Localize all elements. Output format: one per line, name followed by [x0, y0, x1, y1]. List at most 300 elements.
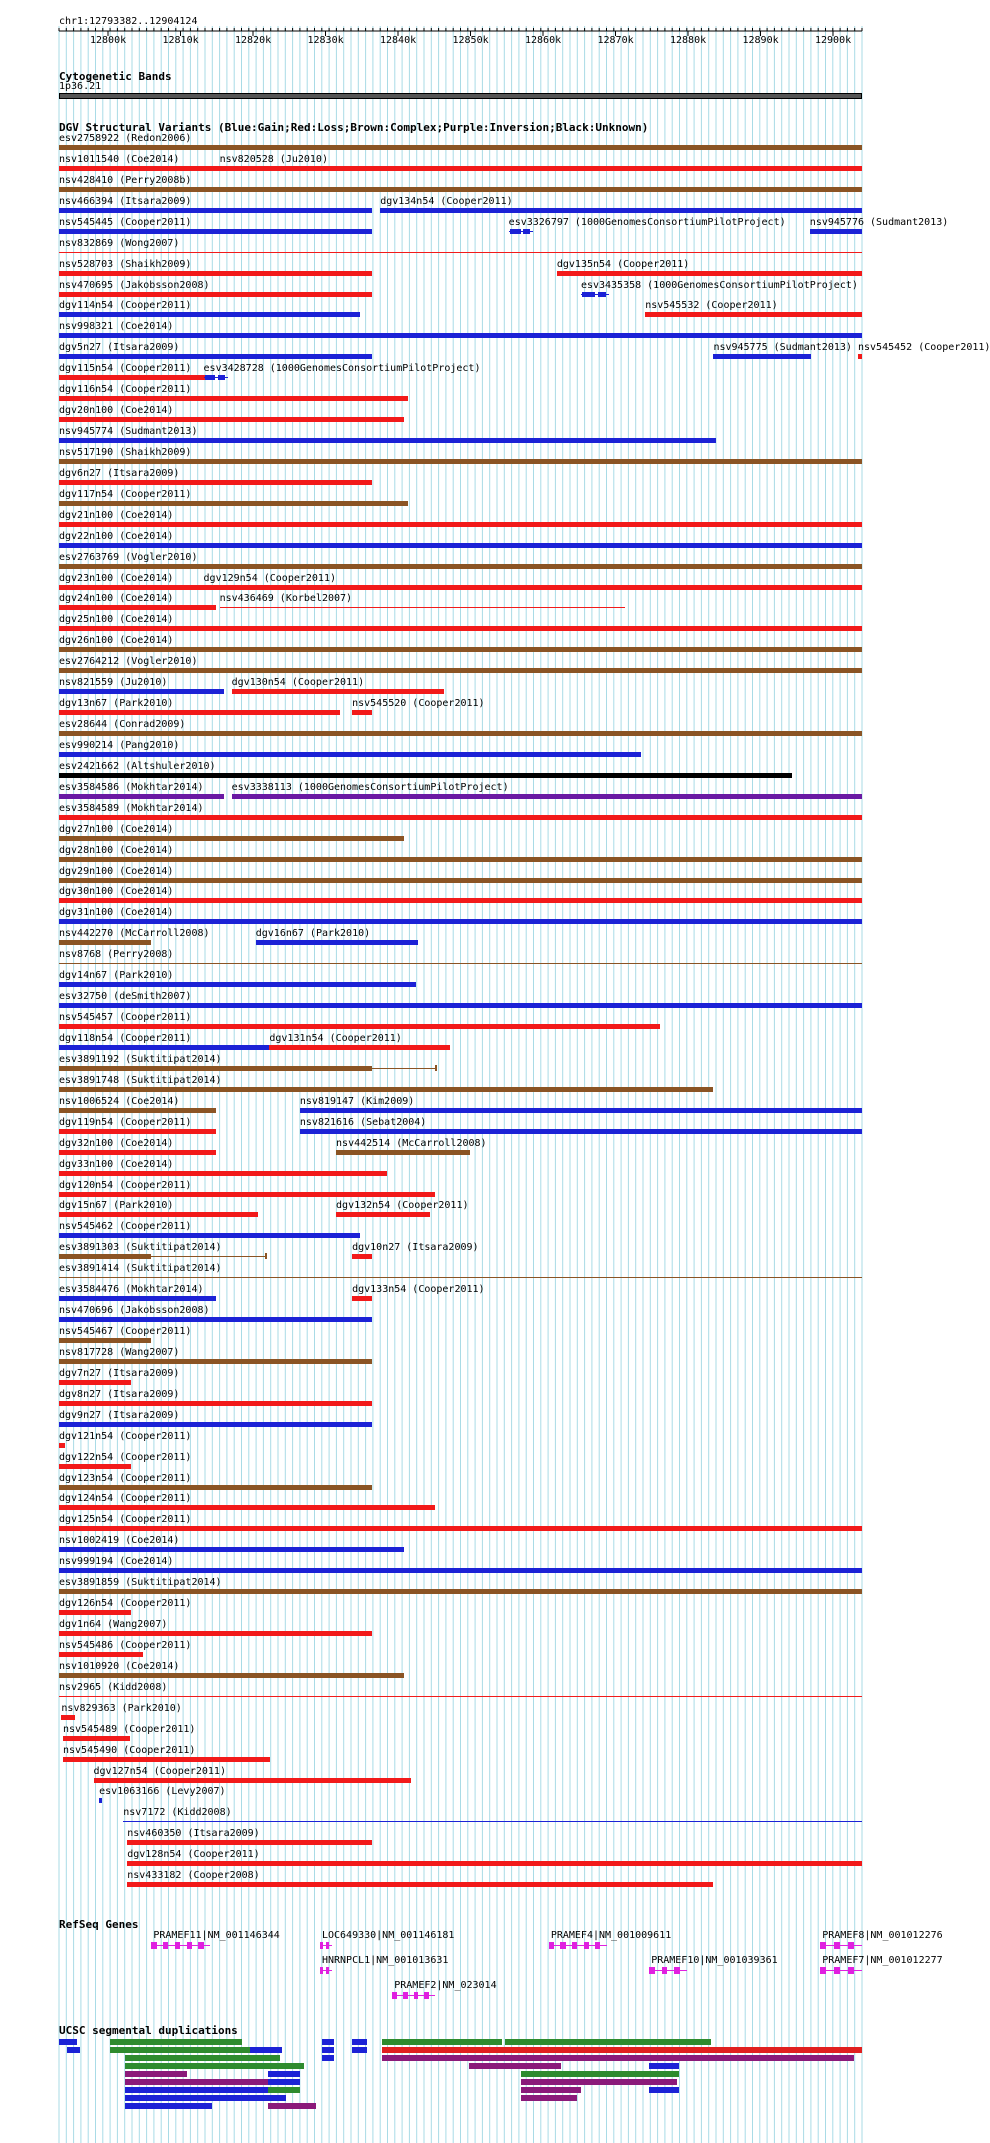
gene-exon[interactable]: [175, 1942, 180, 1949]
sv-label: dgv13n67 (Park2010): [59, 698, 174, 710]
gene-exon[interactable]: [848, 1942, 854, 1949]
sv-label: esv3584476 (Mokhtar2014): [59, 1284, 204, 1296]
segdup-block[interactable]: [352, 2039, 367, 2045]
sv-bar[interactable]: [59, 1317, 372, 1322]
sv-bar[interactable]: [59, 1171, 387, 1176]
sv-bar[interactable]: [300, 1108, 862, 1113]
sv-bar[interactable]: [59, 1443, 65, 1448]
sv-label: dgv22n100 (Coe2014): [59, 530, 174, 542]
sv-label: nsv545486 (Cooper2011): [59, 1639, 192, 1651]
sv-bar[interactable]: [59, 1547, 404, 1552]
sv-label: dgv132n54 (Cooper2011): [336, 1200, 469, 1212]
sv-bar[interactable]: [61, 1715, 75, 1720]
sv-bar[interactable]: [59, 1359, 372, 1364]
gene-exon[interactable]: [848, 1967, 854, 1974]
sv-bar[interactable]: [59, 878, 862, 883]
sv-bar[interactable]: [59, 1673, 404, 1678]
sv-bar[interactable]: [59, 564, 862, 569]
sv-bar[interactable]: [232, 689, 445, 694]
sv-label: dgv33n100 (Coe2014): [59, 1158, 174, 1170]
sv-bar[interactable]: [59, 1485, 372, 1490]
ruler-tick-label: 12880k: [670, 35, 707, 46]
sv-label: dgv28n100 (Coe2014): [59, 844, 174, 856]
gene-exon[interactable]: [326, 1942, 329, 1949]
sv-bar[interactable]: [59, 417, 404, 422]
sv-line-feature[interactable]: [59, 1696, 862, 1697]
sv-bar[interactable]: [59, 229, 372, 234]
gene-exon[interactable]: [163, 1942, 168, 1949]
segdup-block[interactable]: [352, 2047, 367, 2053]
sv-label: esv3891303 (Suktitipat2014): [59, 1242, 222, 1254]
gene-intron-line[interactable]: [820, 1945, 862, 1946]
sv-label: dgv127n54 (Cooper2011): [93, 1765, 226, 1777]
sv-label: nsv466394 (Itsara2009): [59, 195, 192, 207]
sv-label: dgv7n27 (Itsara2009): [59, 1367, 180, 1379]
segdup-block[interactable]: [521, 2079, 678, 2085]
segdup-block[interactable]: [382, 2047, 862, 2053]
sv-bar[interactable]: [59, 940, 151, 945]
sv-bar[interactable]: [59, 1192, 435, 1197]
gene-exon[interactable]: [326, 1967, 329, 1974]
sv-bar[interactable]: [336, 1150, 470, 1155]
sv-bar[interactable]: [59, 145, 862, 150]
sv-label: dgv122n54 (Cooper2011): [59, 1451, 192, 1463]
ruler-tick-label: 12900k: [815, 35, 852, 46]
sv-label: nsv545532 (Cooper2011): [645, 300, 778, 312]
sv-bar[interactable]: [59, 668, 862, 673]
segdup-block[interactable]: [250, 2047, 282, 2053]
sv-label: esv2764212 (Vogler2010): [59, 656, 198, 668]
ruler-tick-label: 12810k: [162, 35, 199, 46]
ruler-tick-label: 12870k: [597, 35, 634, 46]
sv-label: esv2758922 (Redon2006): [59, 133, 192, 144]
sv-block[interactable]: [582, 292, 595, 297]
sv-label: dgv30n100 (Coe2014): [59, 886, 174, 898]
sv-label: dgv117n54 (Cooper2011): [59, 488, 192, 500]
sv-label: nsv528703 (Shaikh2009): [59, 258, 192, 270]
sv-bar[interactable]: [59, 1526, 862, 1531]
sv-bar[interactable]: [59, 1589, 862, 1594]
segdup-block[interactable]: [521, 2071, 679, 2077]
sv-bar[interactable]: [59, 1129, 216, 1134]
gene-exon[interactable]: [649, 1967, 655, 1974]
ruler-tick-label: 12830k: [307, 35, 344, 46]
sv-label: dgv119n54 (Cooper2011): [59, 1116, 192, 1128]
sv-label: nsv945775 (Sudmant2013): [713, 342, 852, 354]
sv-bar[interactable]: [59, 1380, 131, 1385]
sv-label: esv3435358 (1000GenomesConsortiumPilotProject): [580, 279, 858, 291]
sv-label: esv3326797 (1000GenomesConsortiumPilotProject): [508, 216, 786, 228]
sv-label: esv3891192 (Suktitipat2014): [59, 1053, 222, 1065]
sv-bar[interactable]: [352, 1254, 372, 1259]
gene-exon[interactable]: [820, 1942, 826, 1949]
gene-exon[interactable]: [403, 1992, 408, 1999]
gene-label: PRAMEF2|NM_023014: [394, 1980, 497, 1991]
segdup-block[interactable]: [125, 2071, 188, 2077]
sv-bar[interactable]: [59, 731, 862, 736]
sv-label: nsv945774 (Sudmant2013): [59, 426, 198, 438]
gene-exon[interactable]: [549, 1942, 554, 1949]
sv-line-feature[interactable]: [59, 963, 862, 964]
sv-label: nsv517190 (Shaikh2009): [59, 446, 192, 458]
sv-label: dgv115n54 (Cooper2011): [59, 363, 192, 375]
sv-bar[interactable]: [99, 1798, 101, 1803]
sv-bar[interactable]: [59, 605, 216, 610]
gene-exon[interactable]: [572, 1942, 577, 1949]
sv-bar[interactable]: [59, 166, 220, 171]
sv-bar[interactable]: [713, 354, 811, 359]
sv-bar[interactable]: [59, 1338, 151, 1343]
sv-bar[interactable]: [59, 773, 792, 778]
sv-block[interactable]: [510, 229, 521, 234]
ruler-tick-label: 12820k: [235, 35, 272, 46]
sv-label: dgv10n27 (Itsara2009): [352, 1242, 479, 1254]
gene-exon[interactable]: [320, 1967, 323, 1974]
gene-label: PRAMEF4|NM_001009611: [550, 1930, 672, 1941]
sv-bar[interactable]: [59, 271, 372, 276]
segdup-block[interactable]: [469, 2063, 561, 2069]
sv-bar[interactable]: [59, 1568, 862, 1573]
gene-label: HNRNPCL1|NM_001013631: [321, 1955, 449, 1966]
sv-bar[interactable]: [59, 459, 862, 464]
gene-label: PRAMEF8|NM_001012276: [822, 1930, 943, 1941]
gene-exon[interactable]: [820, 1967, 826, 1974]
sv-bar[interactable]: [59, 1505, 435, 1510]
sv-line-feature[interactable]: [59, 252, 862, 253]
sv-bar[interactable]: [59, 1233, 360, 1238]
gene-exon[interactable]: [424, 1992, 429, 1999]
segdup-block[interactable]: [125, 2087, 286, 2093]
sv-bar[interactable]: [59, 1212, 258, 1217]
sv-label: dgv124n54 (Cooper2011): [59, 1493, 192, 1505]
sv-label: dgv129n54 (Cooper2011): [203, 572, 336, 584]
sv-bar[interactable]: [59, 898, 862, 903]
sv-bar[interactable]: [59, 982, 416, 987]
sv-label: dgv133n54 (Cooper2011): [352, 1284, 485, 1296]
sv-label: nsv545445 (Cooper2011): [59, 216, 192, 228]
gene-exon[interactable]: [320, 1942, 323, 1949]
segdup-track-title: UCSC segmental duplications: [59, 2024, 238, 2037]
sv-label: dgv130n54 (Cooper2011): [231, 677, 365, 689]
sv-label: dgv131n54 (Cooper2011): [269, 1032, 402, 1044]
sv-bar[interactable]: [59, 585, 204, 590]
sv-bar[interactable]: [127, 1882, 713, 1887]
sv-label: dgv15n67 (Park2010): [59, 1200, 174, 1212]
sv-label: dgv31n100 (Coe2014): [59, 907, 174, 919]
gene-label: LOC649330|NM_001146181: [321, 1930, 455, 1941]
sv-label: esv3584586 (Mokhtar2014): [59, 781, 204, 793]
sv-bar[interactable]: [352, 710, 372, 715]
sv-bar[interactable]: [59, 836, 404, 841]
sv-bar[interactable]: [59, 375, 212, 380]
segdup-block[interactable]: [125, 2063, 304, 2069]
gene-exon[interactable]: [392, 1992, 397, 1999]
sv-label: nsv821559 (Ju2010): [59, 677, 168, 689]
segdup-block[interactable]: [521, 2087, 581, 2093]
sv-label: nsv998321 (Coe2014): [59, 321, 174, 333]
sv-label: dgv116n54 (Cooper2011): [59, 384, 192, 396]
sv-label: nsv1006524 (Coe2014): [59, 1095, 180, 1107]
sv-label: nsv819147 (Kim2009): [299, 1095, 415, 1107]
segdup-block[interactable]: [505, 2039, 711, 2045]
sv-bar[interactable]: [380, 208, 862, 213]
sv-bar[interactable]: [269, 1045, 450, 1050]
sv-bar[interactable]: [59, 794, 224, 799]
sv-bar[interactable]: [63, 1736, 130, 1741]
sv-bar[interactable]: [59, 543, 862, 548]
sv-label: esv3891414 (Suktitipat2014): [59, 1263, 222, 1275]
sv-bar[interactable]: [59, 522, 862, 527]
sv-label: dgv24n100 (Coe2014): [59, 593, 174, 605]
sv-label: nsv1011540 (Coe2014): [59, 153, 180, 165]
sv-bar[interactable]: [59, 438, 716, 443]
ruler-tick-label: 12890k: [742, 35, 779, 46]
gene-intron-line[interactable]: [820, 1970, 862, 1971]
sv-bar[interactable]: [59, 1401, 372, 1406]
sv-bar[interactable]: [59, 710, 340, 715]
segdup-block[interactable]: [268, 2079, 300, 2085]
sv-label: esv2421662 (Altshuler2010): [59, 760, 216, 772]
sv-bar[interactable]: [336, 1212, 430, 1217]
sv-bar[interactable]: [59, 1254, 151, 1259]
sv-label: dgv8n27 (Itsara2009): [59, 1388, 180, 1400]
sv-label: nsv817728 (Wang2007): [59, 1346, 180, 1358]
sv-label: nsv820528 (Ju2010): [219, 153, 328, 165]
sv-label: dgv5n27 (Itsara2009): [59, 342, 180, 354]
sv-bar[interactable]: [59, 187, 862, 192]
sv-label: dgv6n27 (Itsara2009): [59, 467, 180, 479]
sv-label: dgv121n54 (Cooper2011): [59, 1430, 192, 1442]
sv-label: dgv114n54 (Cooper2011): [59, 300, 192, 312]
sv-block[interactable]: [598, 292, 606, 297]
sv-label: nsv2965 (Kidd2008): [59, 1681, 168, 1693]
sv-bar[interactable]: [352, 1296, 372, 1301]
sv-bar[interactable]: [127, 1840, 372, 1845]
gene-exon[interactable]: [595, 1942, 600, 1949]
sv-extension-line[interactable]: [372, 1068, 436, 1069]
sv-bar[interactable]: [59, 1150, 216, 1155]
sv-label: dgv126n54 (Cooper2011): [59, 1598, 192, 1610]
dgv-track-title: DGV Structural Variants (Blue:Gain;Red:Loss;Brown:Complex;Purple:Inversion;Black:Unknown): [59, 121, 649, 134]
sv-bar[interactable]: [59, 1610, 131, 1615]
gene-exon[interactable]: [198, 1942, 203, 1949]
gene-label: PRAMEF11|NM_001146344: [153, 1930, 280, 1941]
segdup-block[interactable]: [110, 2047, 133, 2053]
sv-extension-cap[interactable]: [265, 1253, 267, 1259]
sv-bar[interactable]: [59, 480, 372, 485]
segdup-block[interactable]: [268, 2071, 300, 2077]
sv-label: dgv1n64 (Wang2007): [59, 1619, 168, 1631]
sv-bar[interactable]: [220, 166, 862, 171]
sv-bar[interactable]: [256, 940, 418, 945]
sv-label: nsv8768 (Perry2008): [59, 949, 174, 961]
ruler-position: chr1:12793382..12904124: [59, 16, 198, 27]
sv-label: nsv545489 (Cooper2011): [63, 1723, 196, 1735]
sv-label: dgv21n100 (Coe2014): [59, 509, 174, 521]
cytoband-track-title: Cytogenetic Bands: [59, 70, 172, 83]
sv-label: nsv442270 (McCarroll2008): [59, 928, 210, 940]
sv-bar[interactable]: [94, 1778, 411, 1783]
segdup-block[interactable]: [67, 2047, 80, 2053]
sv-label: nsv442514 (McCarroll2008): [336, 1137, 487, 1149]
cytoband-label: 1p36.21: [59, 81, 102, 92]
segdup-block[interactable]: [382, 2039, 502, 2045]
gene-exon[interactable]: [584, 1942, 589, 1949]
segdup-block[interactable]: [125, 2055, 280, 2061]
sv-bar[interactable]: [127, 1861, 862, 1866]
sv-label: dgv25n100 (Coe2014): [59, 614, 174, 626]
sv-bar[interactable]: [557, 271, 862, 276]
segdup-block[interactable]: [649, 2087, 679, 2093]
sv-label: esv3891748 (Suktitipat2014): [59, 1074, 222, 1086]
sv-label: nsv433182 (Cooper2008): [127, 1870, 260, 1882]
sv-label: dgv14n67 (Park2010): [59, 970, 174, 982]
sv-bar[interactable]: [59, 501, 408, 506]
sv-label: esv1063166 (Levy2007): [99, 1786, 226, 1798]
sv-label: nsv1002419 (Coe2014): [59, 1535, 180, 1547]
sv-bar[interactable]: [59, 1045, 272, 1050]
sv-label: nsv545520 (Cooper2011): [352, 698, 485, 710]
segdup-block[interactable]: [268, 2103, 316, 2109]
sv-bar[interactable]: [59, 354, 372, 359]
sv-bar[interactable]: [645, 312, 862, 317]
sv-bar[interactable]: [59, 1296, 216, 1301]
sv-label: nsv470695 (Jakobsson2008): [59, 279, 210, 291]
refseq-track-title: RefSeq Genes: [59, 1918, 139, 1931]
segdup-block[interactable]: [268, 2087, 300, 2093]
sv-bar[interactable]: [59, 1652, 143, 1657]
gene-exon[interactable]: [834, 1942, 840, 1949]
sv-label: dgv20n100 (Coe2014): [59, 405, 174, 417]
sv-label: nsv545452 (Cooper2011): [857, 342, 990, 354]
segdup-block[interactable]: [125, 2095, 286, 2101]
sv-bar[interactable]: [59, 815, 862, 820]
sv-bar[interactable]: [59, 312, 360, 317]
sv-bar[interactable]: [59, 626, 862, 631]
sv-bar[interactable]: [810, 229, 862, 234]
sv-label: nsv832869 (Wong2007): [59, 237, 180, 249]
sv-label: dgv125n54 (Cooper2011): [59, 1514, 192, 1526]
sv-bar[interactable]: [59, 1003, 862, 1008]
sv-label: dgv16n67 (Park2010): [255, 928, 371, 940]
sv-bar[interactable]: [59, 1024, 660, 1029]
sv-bar[interactable]: [59, 1108, 216, 1113]
segdup-block[interactable]: [322, 2039, 333, 2045]
gene-exon[interactable]: [560, 1942, 565, 1949]
segdup-block[interactable]: [649, 2063, 679, 2069]
sv-bar[interactable]: [59, 857, 862, 862]
segdup-block[interactable]: [322, 2055, 333, 2061]
sv-label: nsv436469 (Korbel2007): [219, 593, 353, 605]
sv-label: dgv118n54 (Cooper2011): [59, 1032, 192, 1044]
sv-block[interactable]: [523, 229, 530, 234]
sv-bar[interactable]: [59, 1087, 713, 1092]
sv-bar[interactable]: [300, 1129, 862, 1134]
gene-exon[interactable]: [187, 1942, 192, 1949]
sv-block[interactable]: [205, 375, 216, 380]
sv-bar[interactable]: [59, 1066, 372, 1071]
segdup-block[interactable]: [133, 2047, 252, 2053]
sv-bar[interactable]: [63, 1757, 270, 1762]
sv-label: nsv545490 (Cooper2011): [63, 1744, 196, 1756]
sv-label: esv2763769 (Vogler2010): [59, 551, 198, 563]
sv-line-feature[interactable]: [123, 1821, 862, 1822]
sv-extension-cap[interactable]: [435, 1065, 437, 1071]
sv-bar[interactable]: [59, 1422, 372, 1427]
sv-label: dgv29n100 (Coe2014): [59, 865, 174, 877]
sv-bar[interactable]: [232, 794, 862, 799]
segdup-block[interactable]: [59, 2039, 77, 2045]
sv-label: esv3338113 (1000GenomesConsortiumPilotProject): [231, 781, 509, 793]
sv-bar[interactable]: [59, 1464, 131, 1469]
gene-exon[interactable]: [674, 1967, 680, 1974]
sv-label: dgv135n54 (Cooper2011): [556, 258, 690, 270]
sv-label: nsv829363 (Park2010): [61, 1702, 182, 1714]
ruler-tick-label: 12850k: [452, 35, 489, 46]
sv-bar[interactable]: [858, 354, 862, 359]
sv-bar[interactable]: [59, 919, 862, 924]
sv-bar[interactable]: [59, 396, 408, 401]
sv-label: nsv470696 (Jakobsson2008): [59, 1305, 210, 1317]
sv-label: esv3584589 (Mokhtar2014): [59, 802, 204, 814]
sv-label: dgv26n100 (Coe2014): [59, 635, 174, 647]
gene-intron-line[interactable]: [649, 1970, 687, 1971]
gene-exon[interactable]: [662, 1967, 668, 1974]
sv-label: nsv821616 (Sebat2004): [299, 1116, 427, 1128]
sv-bar[interactable]: [59, 647, 862, 652]
sv-label: dgv32n100 (Coe2014): [59, 1137, 174, 1149]
sv-label: dgv9n27 (Itsara2009): [59, 1409, 180, 1421]
segdup-block[interactable]: [125, 2103, 212, 2109]
sv-bar[interactable]: [59, 208, 372, 213]
sv-bar[interactable]: [59, 333, 862, 338]
sv-label: dgv27n100 (Coe2014): [59, 823, 174, 835]
sv-label: nsv460350 (Itsara2009): [127, 1828, 260, 1840]
sv-line-feature[interactable]: [220, 607, 626, 608]
sv-block[interactable]: [218, 375, 225, 380]
sv-label: dgv123n54 (Cooper2011): [59, 1472, 192, 1484]
cytoband-bar: [59, 93, 862, 99]
sv-label: nsv999194 (Coe2014): [59, 1556, 174, 1568]
sv-bar[interactable]: [59, 292, 372, 297]
gene-label: PRAMEF10|NM_001039361: [651, 1955, 778, 1966]
sv-bar[interactable]: [59, 689, 224, 694]
sv-bar[interactable]: [59, 1631, 372, 1636]
ruler-tick-label: 12860k: [525, 35, 562, 46]
segdup-block[interactable]: [322, 2047, 333, 2053]
sv-label: nsv545462 (Cooper2011): [59, 1221, 192, 1233]
sv-label: dgv120n54 (Cooper2011): [59, 1179, 192, 1191]
sv-label: dgv23n100 (Coe2014): [59, 572, 174, 584]
sv-label: esv3428728 (1000GenomesConsortiumPilotProject): [203, 363, 481, 375]
sv-label: esv32750 (deSmith2007): [59, 991, 192, 1003]
sv-bar[interactable]: [59, 752, 641, 757]
segdup-block[interactable]: [382, 2055, 854, 2061]
sv-label: nsv545467 (Cooper2011): [59, 1326, 192, 1337]
segdup-block[interactable]: [110, 2039, 242, 2045]
sv-label: esv28644 (Conrad2009): [59, 719, 186, 731]
gene-exon[interactable]: [151, 1942, 156, 1949]
sv-label: nsv545457 (Cooper2011): [59, 1012, 192, 1024]
gene-exon[interactable]: [414, 1992, 419, 1999]
sv-extension-line[interactable]: [151, 1256, 266, 1257]
sv-bar[interactable]: [204, 585, 862, 590]
sv-label: dgv128n54 (Cooper2011): [127, 1849, 260, 1861]
sv-line-feature[interactable]: [59, 1277, 862, 1278]
segdup-block[interactable]: [521, 2095, 577, 2101]
sv-label: nsv7172 (Kidd2008): [123, 1807, 232, 1819]
gene-exon[interactable]: [834, 1967, 840, 1974]
